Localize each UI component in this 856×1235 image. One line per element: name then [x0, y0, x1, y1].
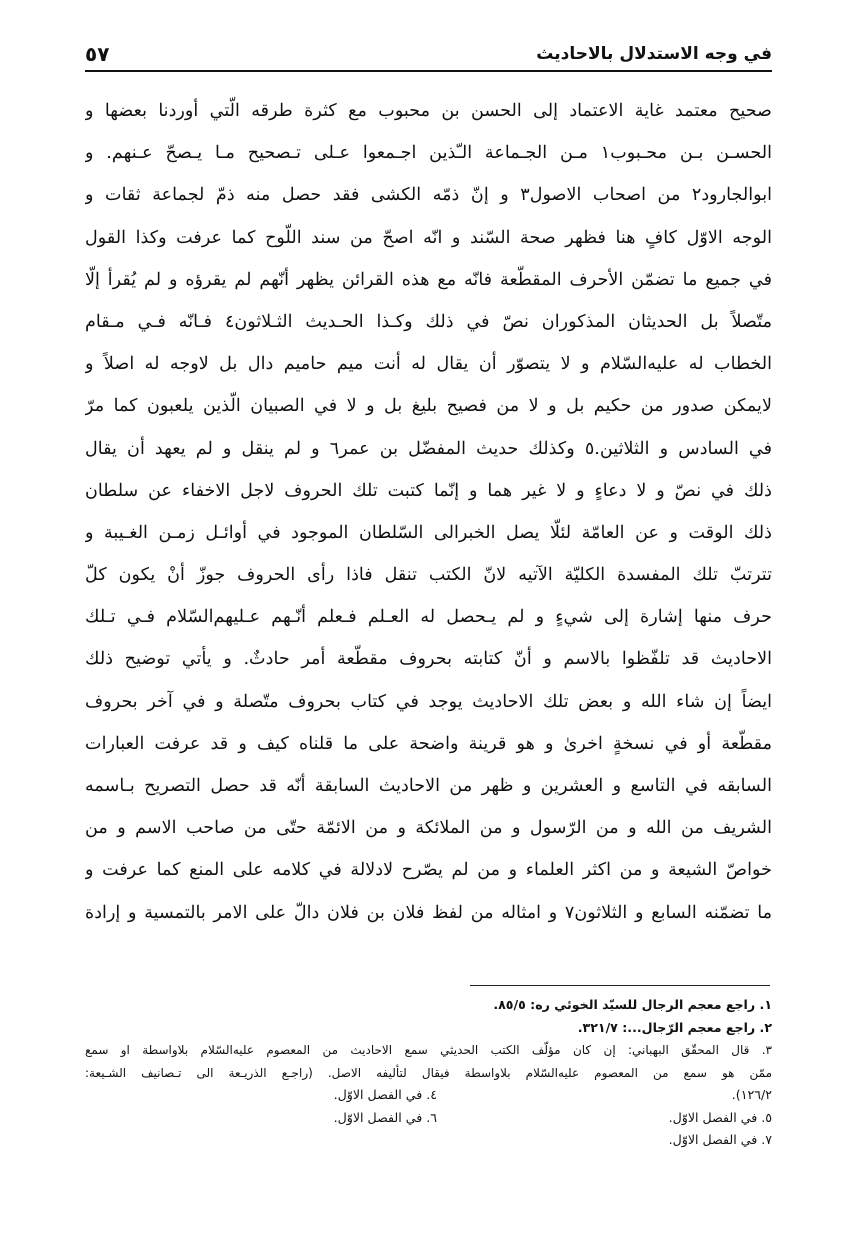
footnotes: [85, 994, 772, 1152]
text-line: الخطاب له عليه‌السّلام و لا يتصوّر أن يقال له أنت ميم حاميم دال بل لاوجه له اصلاً و: [85, 354, 772, 375]
running-title: في وجه الاستدلال بالاحاديث: [536, 44, 772, 64]
text-line: تترتبّ تلك المفسدة الكليّة الآتيه لانّ الكتب تنقل فاذا رأى الحروف جوزّ أنْ يكون كلّ: [85, 565, 772, 586]
text-line: ذلك الوقت و عن العامّة لئلّا يصل الخبرالى السّلطان الموجود في أوائـل زمـن الغـيبة و: [85, 522, 772, 543]
footnote-row: [85, 1084, 772, 1107]
text-line: متّصلاً بل الحديثان المذكوران نصّ في ذلك وكـذا الحـديث الثـلاثون٤ فـانّه فـي مـقام: [85, 311, 772, 332]
footnote-6: ٦. في الفصل الاوّل.: [333, 1109, 437, 1125]
text-line: الاحاديث قد تلفّظوا بالاسم و أنّ كتابته بحروف مقطّعة أمر حادثٌ. و يأتي توضيح ذلك: [85, 649, 772, 670]
page-number: ٥٧: [85, 42, 110, 66]
footnote-3-line-3: ١٢٦/٢).: [731, 1087, 772, 1102]
footnote-2: ٢. راجع معجم الرّجال...: ٣٢١/٧.: [577, 1019, 772, 1035]
page-header: [85, 38, 772, 68]
text-line: الشريف من الله و من الرّسول و من الملائكة و من الائمّة حتّى من صاحب الاسم و من: [85, 818, 772, 839]
text-line: الوجه الاوّل كافٍ هنا فظهر صحة السّند و انّه اصحّ من سند اللّوح كما عرفت وكذا القول: [85, 227, 772, 248]
text-line: السابقه في التاسع و العشرين و ظهر من الاحاديث السابقة أنّه قد حصل التصريح بـاسمه: [85, 776, 772, 796]
footnote-5: ٥. في الفصل الاوّل.: [668, 1109, 772, 1125]
text-line: ما تضمّنه السابع و الثلاثون٧ و امثاله من لفظ فلان بن فلان دالّ على الامر بالتمسية و إرادة: [85, 902, 772, 923]
text-line: صحيح معتمد غاية الاعتماد إلى الحسن بن محبوب مع كثرة طرقه الّتي أوردنا بعضها و: [85, 101, 772, 121]
footnote-1: ١. راجع معجم الرجال للسيّد الخوئي ره: ٨٥/٥.: [493, 997, 772, 1012]
text-line: ذلك في نصّ و لا دعاءٍ و لا غير هما و إنّما كتبت تلك الحروف لاجل الاخفاء عن سلطان: [85, 480, 772, 501]
text-line: خواصّ الشيعة و من اكثر العلماء و من لم يصّرح لادلالة في كلامه على المنع كما عرفت و: [85, 860, 772, 881]
text-line: لايمكن صدور من حكيم بل و لا من فصيح بليغ بل و لا في الصبيان الّذين يلعبون كما مرّ: [85, 396, 772, 417]
footnote-4: ٤. في الفصل الاوّل.: [333, 1087, 437, 1102]
text-line: مقطّعة أو في نسخةٍ اخرىٰ و هو قرينة واضحة على ما قلناه كيف و قد عرفت العبارات: [85, 733, 772, 754]
footnote-row: [85, 1107, 772, 1130]
footnote-rule: [470, 985, 770, 986]
text-line: ابوالجارود٢ من اصحاب الاصول٣ و إنّ ذمّه الكشى فقد حصل منه ذمّ لجماعة ثقات و: [85, 185, 772, 206]
footnote-3-line-1: ٣. قال المحقّق البهباني: إن كان مؤلّف الكتب الحديثي سمع الاحاديث من المعصوم عليه‌السّلام بلاواسطة او سمع: [85, 1043, 772, 1057]
text-line: في جميع ما تضمّن الأحرف المقطّعة فانّه مع هذه القرائن يظهر أنّهم لم يقرؤه و لم يُقرأ إلّا: [85, 269, 772, 290]
text-line: ايضاً إن شاء الله و بعض تلك الاحاديث يوجد في كتاب بحروف متّصلة و في آخر بحروف: [85, 691, 772, 712]
header-rule: [85, 70, 772, 72]
text-line: في السادس و الثلاثين.٥ وكذلك حديث المفضّل بن عمر٦ و لم ينقل و لم يعهد أن يقال: [85, 438, 772, 459]
text-line: حرف منها إشارة إلى شيءٍ و لم يـحصل له العـلم فـعلم أنّـهم عـليهم‌السّلام فـي تـلك: [85, 607, 772, 628]
text-line: الحسـن بـن محـبوب١ مـن الجـماعة الـّذين اجـمعوا عـلى تـصحيح مـا يـصحّ عـنهم. و: [85, 143, 772, 164]
main-text: [85, 90, 772, 934]
footnote-3-line-2: ممّن هو سمع من المعصوم عليه‌السّلام بلاواسطة فيقال لتأليفه الاصل. (راجـع الذريـعة الى تـصانيف الشـيعة:: [85, 1065, 772, 1080]
footnote-7: ٧. في الفصل الاوّل.: [668, 1132, 772, 1147]
footnote-row: [85, 1129, 772, 1152]
